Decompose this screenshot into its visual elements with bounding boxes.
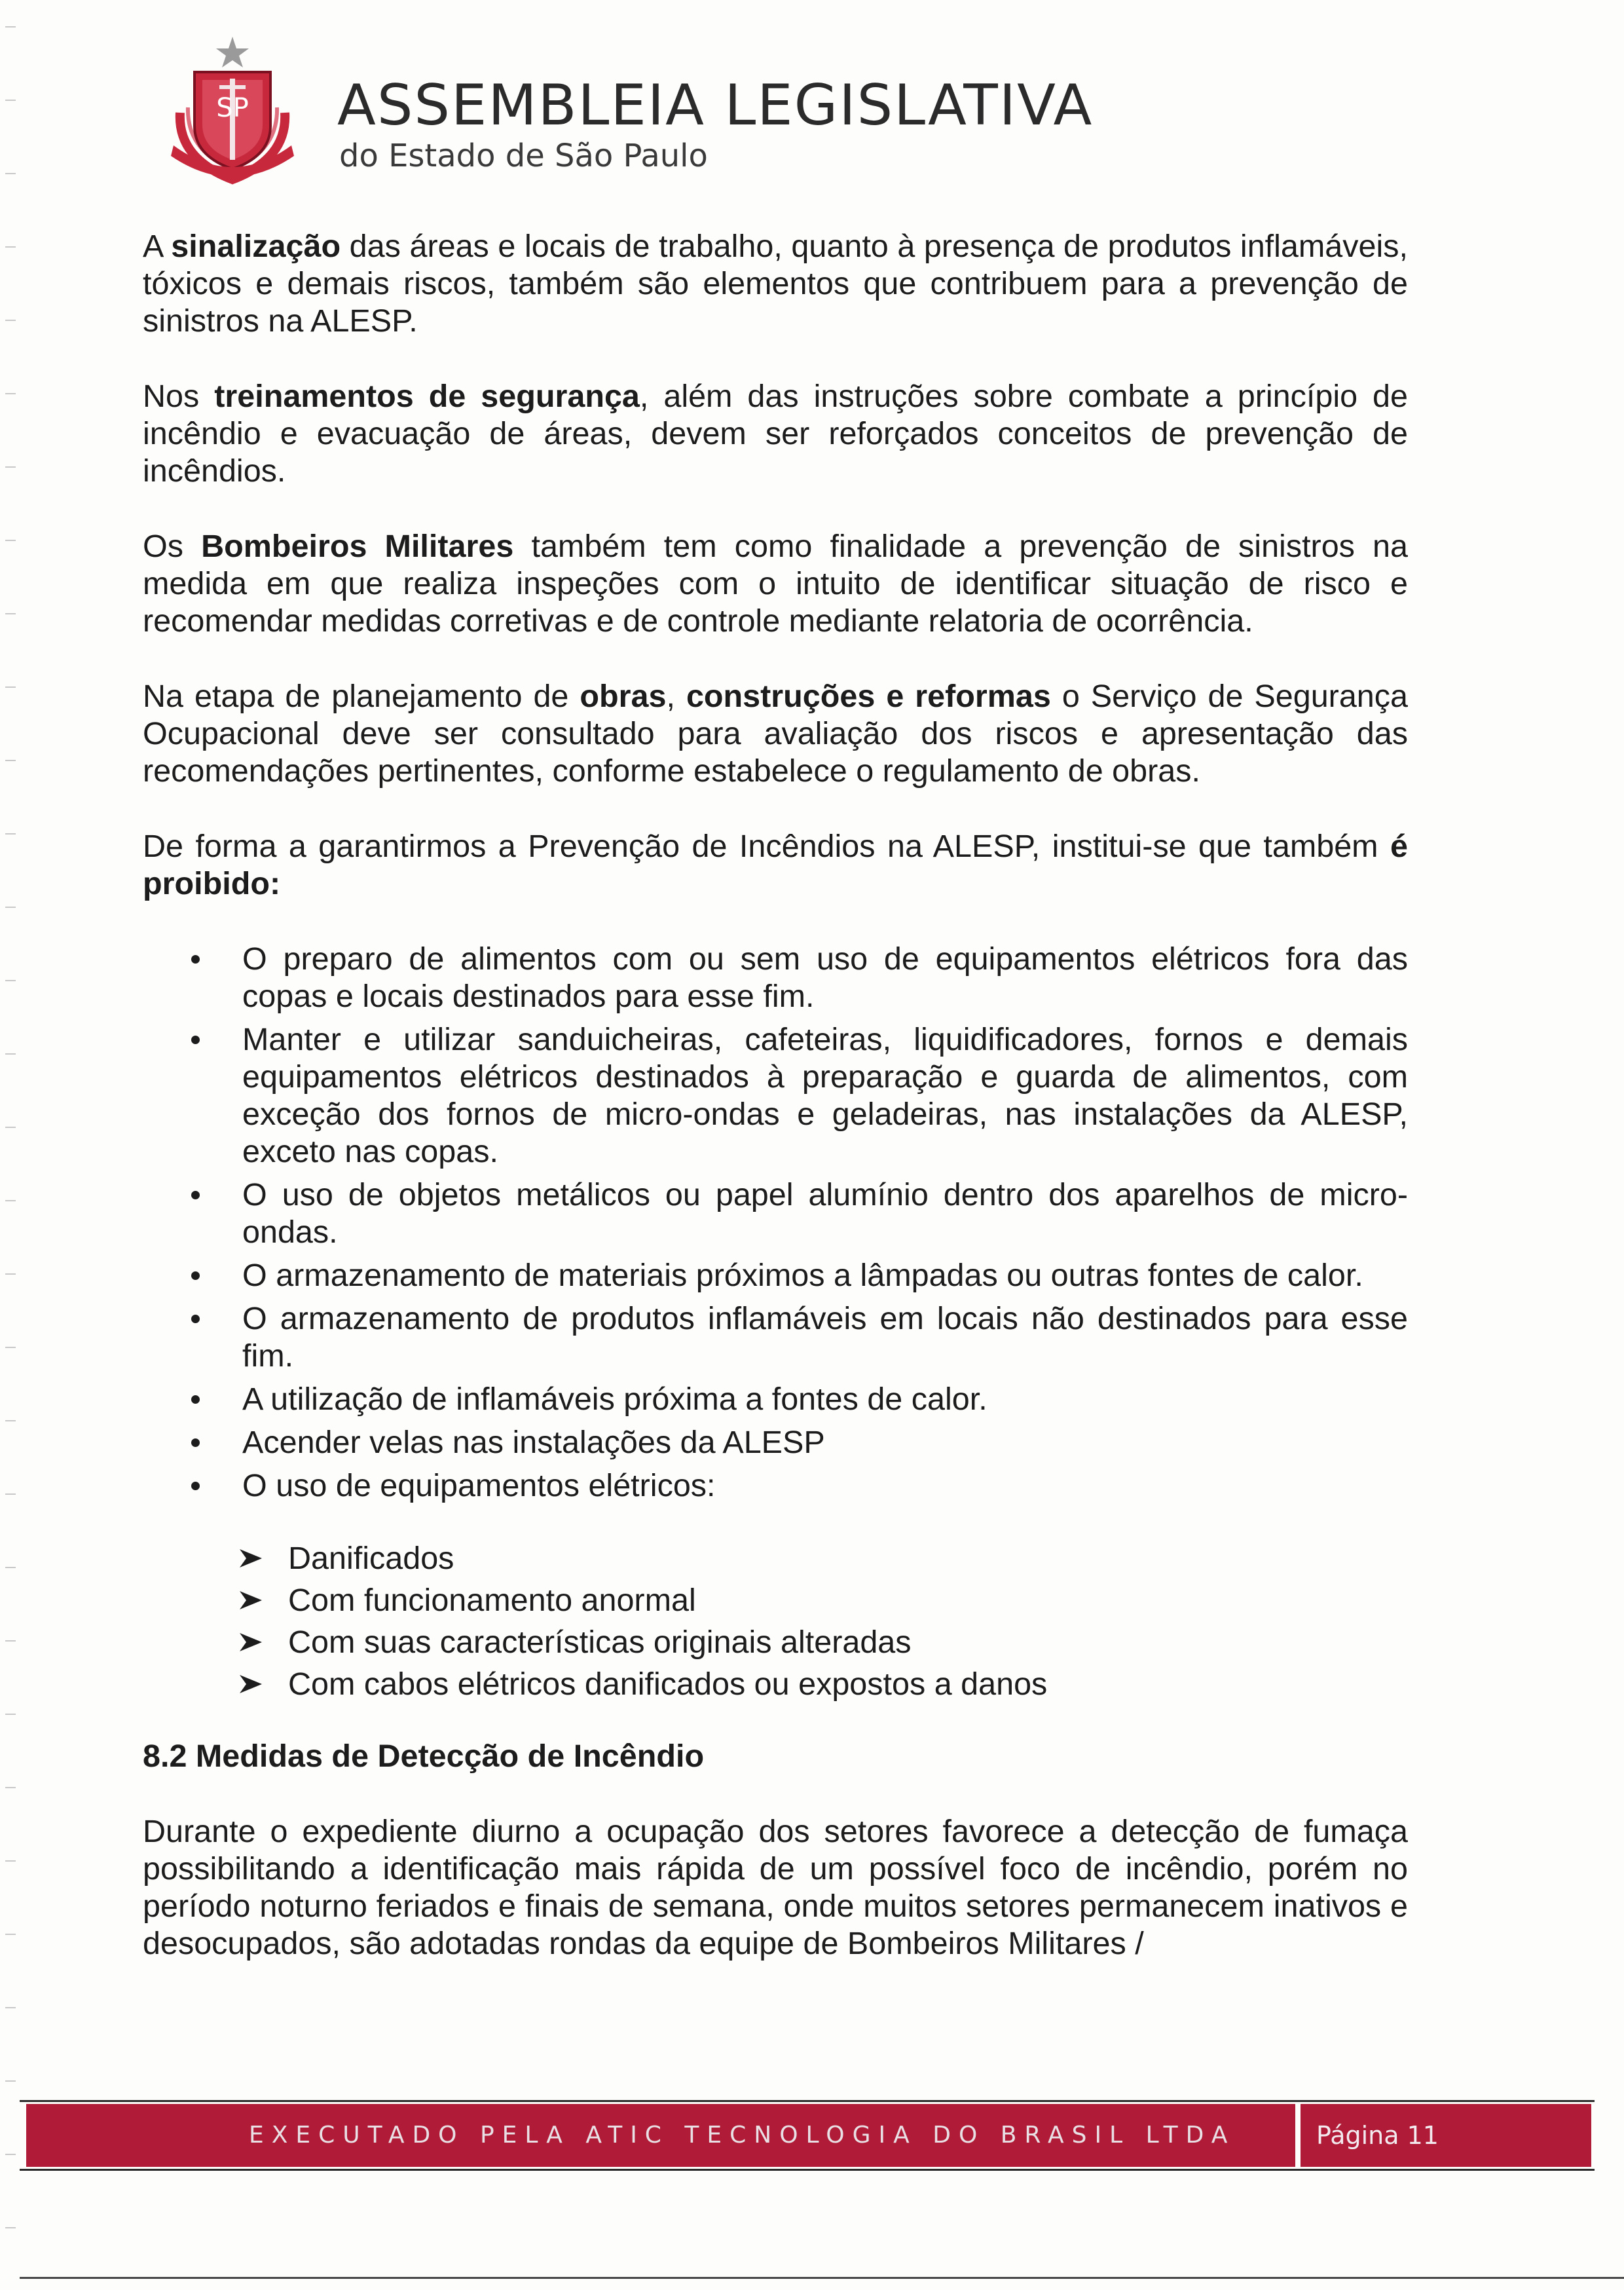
margin-tick xyxy=(5,1860,16,1862)
paragraph-works: Na etapa de planejamento de obras, construções e reformas o Serviço de Segurança Ocupacional deve ser consultado para avaliação dos riscos e apresentação das recomendações pertinentes, conforme estabelece o regulamento de obras. xyxy=(143,679,1409,789)
bullet-icon xyxy=(191,955,200,964)
margin-tick xyxy=(5,246,16,248)
bullet-icon xyxy=(191,1191,200,1199)
margin-tick xyxy=(5,26,16,28)
list-item: Acender velas nas instalações da ALESP xyxy=(143,1424,1408,1461)
margin-tick xyxy=(5,2227,16,2228)
margin-tick xyxy=(5,2154,16,2155)
margin-tick xyxy=(5,1420,16,1421)
arrowhead-bullet-icon xyxy=(240,1633,262,1651)
list-item: Com funcionamento anormal xyxy=(143,1579,1408,1621)
institution-subtitle: do Estado de São Paulo xyxy=(339,138,708,174)
footer-divider xyxy=(1295,2104,1301,2167)
page-bottom-edge xyxy=(20,2277,1624,2279)
margin-tick xyxy=(5,1273,16,1275)
bold-term: sinalização xyxy=(171,229,341,264)
list-item: O uso de objetos metálicos ou papel alumínio dentro dos aparelhos de micro-ondas. xyxy=(143,1176,1408,1251)
margin-tick xyxy=(5,2080,16,2082)
equipment-conditions-list xyxy=(143,1537,1408,1705)
margin-tick xyxy=(5,1640,16,1642)
footer-credit: EXECUTADO PELA ATIC TECNOLOGIA DO BRASIL LTDA xyxy=(249,2122,1236,2149)
margin-tick xyxy=(5,1714,16,1715)
document-body xyxy=(143,228,1408,1962)
margin-tick xyxy=(5,466,16,468)
list-item: Danificados xyxy=(143,1537,1408,1579)
margin-tick xyxy=(5,907,16,908)
bullet-icon xyxy=(191,1315,200,1323)
margin-tick xyxy=(5,686,16,688)
sao-paulo-seal-logo xyxy=(154,34,311,191)
margin-tick xyxy=(5,393,16,394)
margin-tick xyxy=(5,1493,16,1495)
footer-band xyxy=(26,2104,1591,2167)
page-number: Página 11 xyxy=(1316,2121,1439,2150)
margin-tick xyxy=(5,1200,16,1201)
margin-ticks xyxy=(0,0,20,2290)
paragraph-prohibited-intro: De forma a garantirmos a Prevenção de Incêndios na ALESP, institui-se que também é proibido: xyxy=(143,829,1408,901)
section-heading: 8.2 Medidas de Detecção de Incêndio xyxy=(143,1738,705,1774)
prohibited-list xyxy=(143,941,1408,1505)
paragraph-training: Nos treinamentos de segurança, além das instruções sobre combate a princípio de incêndio e evacuação de áreas, devem ser reforçados conceitos de prevenção de incêndios. xyxy=(143,379,1408,489)
margin-tick xyxy=(5,760,16,761)
margin-tick xyxy=(5,1787,16,1788)
list-item: Com suas características originais alteradas xyxy=(143,1621,1408,1663)
footer-divider-bottom xyxy=(20,2169,1595,2171)
arrowhead-bullet-icon xyxy=(240,1549,262,1567)
bullet-icon xyxy=(191,1482,200,1490)
list-item: O armazenamento de materiais próximos a lâmpadas ou outras fontes de calor. xyxy=(143,1257,1408,1294)
list-item: O uso de equipamentos elétricos: xyxy=(143,1467,1408,1505)
margin-tick xyxy=(5,540,16,541)
bullet-icon xyxy=(191,1395,200,1404)
list-item: O armazenamento de produtos inflamáveis em locais não destinados para esse fim. xyxy=(143,1300,1408,1375)
bold-term: obras xyxy=(580,679,667,714)
paragraph-signage: A sinalização das áreas e locais de trabalho, quanto à presença de produtos inflamáveis, tóxicos e demais riscos, também são elementos que contribuem para a prevenção de sinistros na ALESP. xyxy=(143,229,1409,339)
bold-term: é proibido: xyxy=(143,829,1408,901)
margin-tick xyxy=(5,833,16,835)
bold-term: treinamentos de segurança xyxy=(214,379,640,414)
margin-tick xyxy=(5,1347,16,1348)
seal-lettering: SP xyxy=(216,93,249,123)
margin-tick xyxy=(5,320,16,321)
margin-tick xyxy=(5,100,16,101)
paragraph-firefighters: Os Bombeiros Militares também tem como finalidade a prevenção de sinistros na medida em que realiza inspeções com o intuito de identificar situação de risco e recomendar medidas corretivas e de controle mediante relatoria de ocorrência. xyxy=(143,529,1409,639)
list-item: A utilização de inflamáveis próxima a fontes de calor. xyxy=(143,1381,1408,1418)
bold-term: construções e reformas xyxy=(686,679,1051,714)
margin-tick xyxy=(5,2007,16,2008)
bullet-icon xyxy=(191,1271,200,1280)
margin-tick xyxy=(5,1053,16,1055)
list-item: Com cabos elétricos danificados ou expostos a danos xyxy=(143,1663,1408,1705)
margin-tick xyxy=(5,1567,16,1568)
margin-tick xyxy=(5,1934,16,1935)
paragraph-detection: Durante o expediente diurno a ocupação dos setores favorece a detecção de fumaça possibilitando a identificação mais rápida de um possível foco de incêndio, porém no período noturno feriados e finais de semana, onde muitos setores permanecem inativos e desocupados, são adotadas rondas da equipe de Bombeiros Militares / xyxy=(143,1814,1408,1961)
bullet-icon xyxy=(191,1036,200,1044)
arrowhead-bullet-icon xyxy=(240,1675,262,1693)
bullet-icon xyxy=(191,1438,200,1447)
margin-tick xyxy=(5,1127,16,1128)
institution-title: ASSEMBLEIA LEGISLATIVA xyxy=(337,73,1094,138)
bold-term: Bombeiros Militares xyxy=(201,529,514,564)
margin-tick xyxy=(5,173,16,174)
page-header xyxy=(154,34,1136,191)
list-item: O preparo de alimentos com ou sem uso de equipamentos elétricos fora das copas e locais destinados para esse fim. xyxy=(143,941,1408,1015)
list-item: Manter e utilizar sanduicheiras, cafeteiras, liquidificadores, fornos e demais equipamentos elétricos destinados à preparação e guarda de alimentos, com exceção dos fornos de micro-ondas e geladeiras, nas instalações da ALESP, exceto nas copas. xyxy=(143,1021,1408,1171)
arrowhead-bullet-icon xyxy=(240,1591,262,1609)
footer-divider-top xyxy=(20,2100,1595,2102)
margin-tick xyxy=(5,980,16,981)
margin-tick xyxy=(5,613,16,614)
